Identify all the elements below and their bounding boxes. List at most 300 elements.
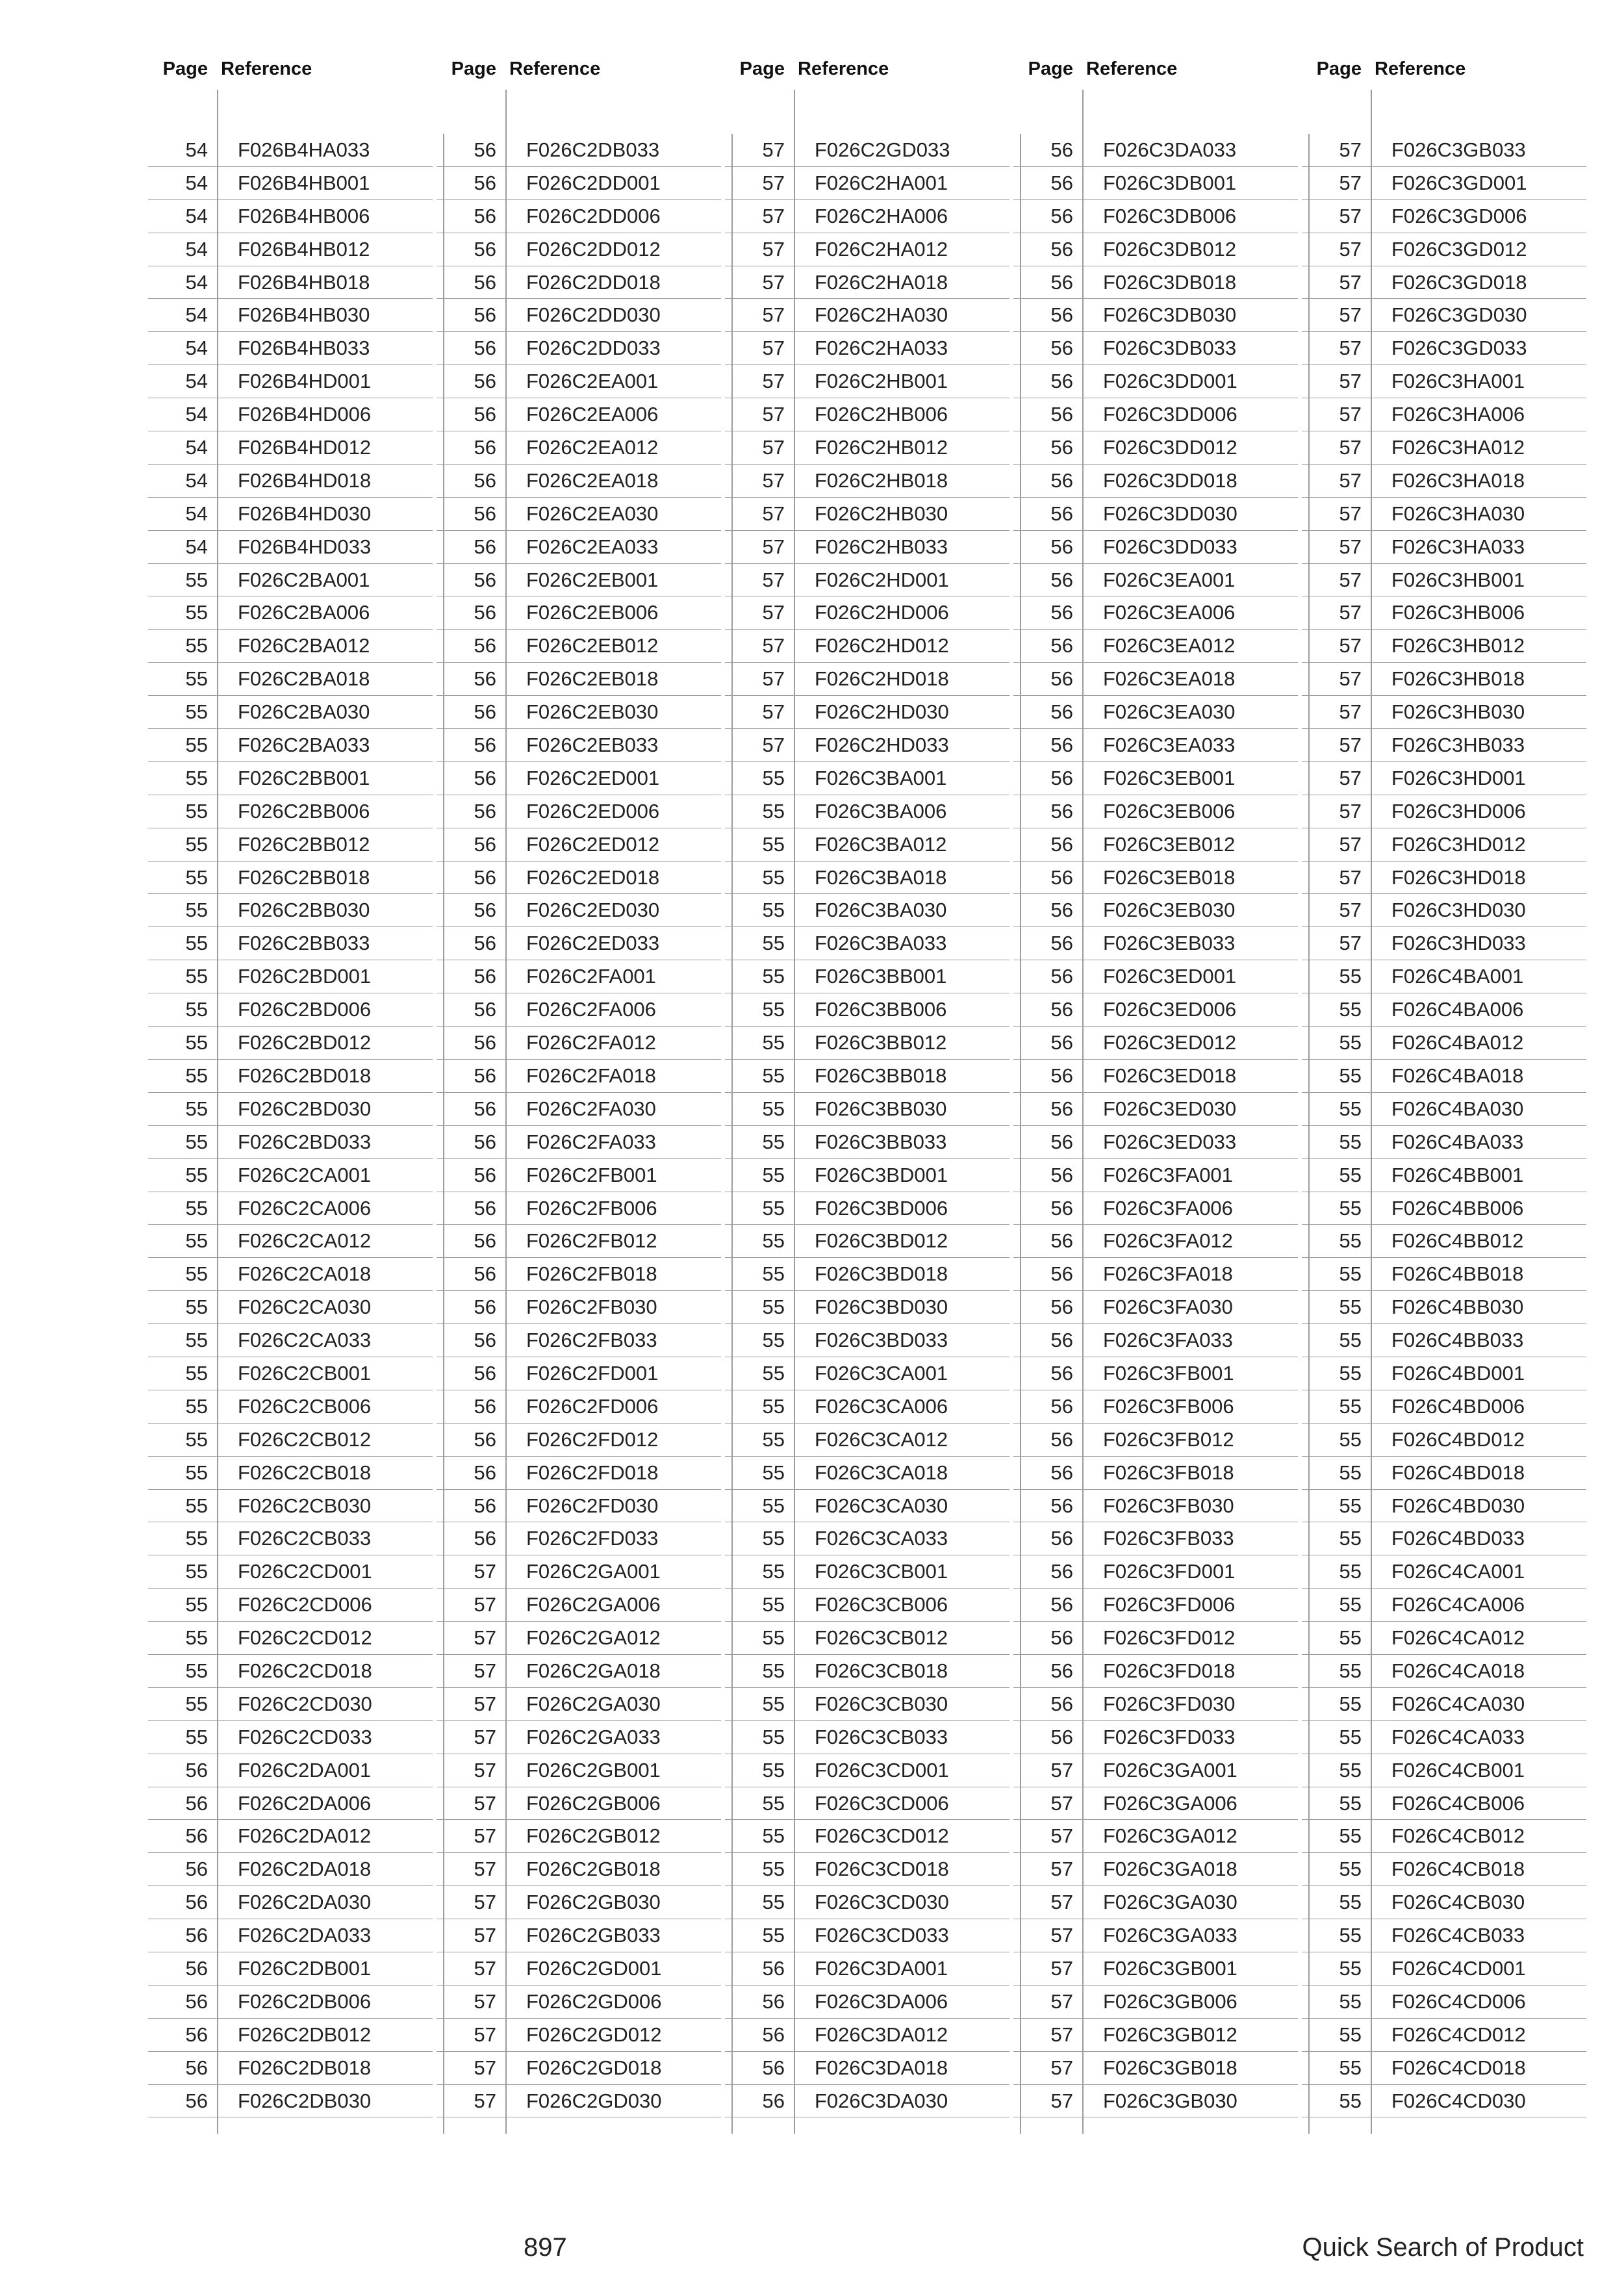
table-row [1013,1886,1298,1919]
table-row [437,1126,721,1159]
reference-cell: F026C2ED018 [526,865,660,889]
reference-cell: F026C2FB001 [526,1163,657,1186]
page-number-cell: 55 [1339,1725,1362,1748]
page-number-cell: 56 [185,1758,208,1782]
reference-cell: F026C2HB018 [815,468,948,492]
reference-cell: F026C4BA006 [1391,998,1524,1021]
reference-cell: F026C3CB006 [815,1593,948,1616]
page-number-cell: 57 [474,1956,496,1980]
page-number-cell: 56 [474,1527,496,1550]
page-number-cell: 55 [762,1659,785,1682]
reference-cell: F026C2HD012 [815,634,949,658]
table-row [437,1555,721,1589]
page-number-cell: 55 [185,1427,208,1451]
reference-cell: F026C3CA030 [815,1494,948,1517]
reference-cell: F026C3BA001 [815,766,947,789]
table-row [725,299,1009,332]
table-row [148,630,433,663]
reference-cell: F026C2GA001 [526,1560,661,1583]
page-number-cell: 55 [762,1130,785,1153]
table-row [1013,729,1298,762]
reference-cell: F026C2CA030 [238,1296,372,1319]
reference-cell: F026C2FB012 [526,1229,657,1253]
table-row [148,1589,433,1622]
table-row [437,894,721,927]
reference-cell: F026C3EA018 [1103,667,1236,691]
table-row [1013,1093,1298,1126]
table-row [725,200,1009,233]
reference-cell: F026C3GB033 [1391,138,1526,161]
table-row [1302,795,1586,828]
reference-cell: F026B4HD033 [238,535,372,558]
reference-cell: F026C2DB012 [238,2023,372,2046]
reference-cell: F026C3CB012 [815,1626,948,1650]
reference-cell: F026C3GB012 [1103,2023,1237,2046]
table-row [1013,498,1298,531]
page-number-cell: 57 [474,1659,496,1682]
page-number-cell: 56 [1050,535,1073,558]
reference-cell: F026C2CD006 [238,1593,372,1616]
table-row [148,1986,433,2019]
table-row [725,894,1009,927]
page-number-cell: 55 [762,1924,785,1947]
table-row [1302,729,1586,762]
reference-cell: F026C2DB033 [526,138,660,161]
reference-cell: F026C2GD006 [526,1989,662,2013]
page-number-cell: 55 [1339,1891,1362,1914]
table-row [148,200,433,233]
page-number-cell: 56 [474,171,496,194]
table-row [725,1258,1009,1291]
table-row [1302,1886,1586,1919]
table-row [1302,1159,1586,1192]
table-row [725,1225,1009,1258]
reference-cell: F026C4CA012 [1391,1626,1525,1650]
page-number-cell: 56 [1050,667,1073,691]
table-row [437,862,721,895]
page-number-cell: 55 [185,1130,208,1153]
page-number-cell: 55 [185,865,208,889]
table-row [1302,1060,1586,1093]
reference-cell: F026B4HB030 [238,303,370,327]
reference-cell: F026C2BA006 [238,601,370,624]
reference-cell: F026C2HD033 [815,734,949,757]
reference-cell: F026C2BB030 [238,899,370,922]
reference-cell: F026C2CA012 [238,1229,372,1253]
reference-cell: F026C3DA033 [1103,138,1237,161]
reference-cell: F026C3BD018 [815,1262,948,1286]
reference-cell: F026C4BD001 [1391,1361,1525,1385]
reference-cell: F026C4CD018 [1391,2056,1526,2079]
reference-cell: F026C2DD012 [526,237,661,261]
page-number-cell: 56 [474,1163,496,1186]
page-number-cell: 55 [1339,1097,1362,1120]
page-number-cell: 56 [1050,1329,1073,1352]
reference-cell: F026C2GB033 [526,1924,661,1947]
table-row [725,1853,1009,1886]
page-number-cell: 56 [1050,1229,1073,1253]
reference-cell: F026C3BB018 [815,1064,947,1087]
page-number-cell: 55 [762,1560,785,1583]
reference-cell: F026C3DB018 [1103,270,1237,294]
table-row [725,564,1009,597]
page-number-cell: 55 [1339,1031,1362,1054]
reference-cell: F026C2EB018 [526,667,659,691]
page-number-cell: 57 [1339,303,1362,327]
reference-cell: F026C2DA006 [238,1791,372,1815]
reference-cell: F026C4BA012 [1391,1031,1524,1054]
table-row [148,1291,433,1324]
page-number-cell: 57 [1339,568,1362,591]
reference-cell: F026C3HD012 [1391,832,1526,856]
table-row [725,2052,1009,2085]
table-row [1013,663,1298,696]
table-row [1302,663,1586,696]
page-number-cell: 56 [474,1031,496,1054]
table-row [148,894,433,927]
page-number-cell: 56 [1050,270,1073,294]
page-number-cell: 57 [1050,1956,1073,1980]
table-row [437,729,721,762]
page-number-cell: 56 [474,1097,496,1120]
page-number-cell: 56 [474,965,496,988]
reference-cell: F026C3CD012 [815,1824,949,1848]
reference-cell: F026C3HB018 [1391,667,1525,691]
table-row [148,696,433,729]
reference-cell: F026C3HD001 [1391,766,1526,789]
table-row [1302,1490,1586,1523]
page-number-cell: 56 [1050,436,1073,459]
page-number-cell: 56 [1050,1659,1073,1682]
reference-cell: F026C3EB018 [1103,865,1236,889]
reference-column-2 [437,134,721,2117]
table-row [725,332,1009,365]
table-row [725,762,1009,795]
table-row [148,1390,433,1424]
table-row [725,1324,1009,1357]
page-number-cell: 56 [474,436,496,459]
page-number-cell: 54 [185,270,208,294]
reference-cell: F026C3BB006 [815,998,947,1021]
reference-cell: F026C2EB033 [526,734,659,757]
page-number-cell: 55 [762,965,785,988]
page-number-cell: 57 [1050,1791,1073,1815]
page-number-cell: 56 [474,700,496,724]
reference-cell: F026C2DA033 [238,1924,372,1947]
table-row [437,1093,721,1126]
page-number-cell: 56 [1050,1692,1073,1715]
page-number-cell: 56 [1050,568,1073,591]
table-row [148,596,433,630]
page-number-cell: 54 [185,502,208,525]
reference-cell: F026C2DB001 [238,1956,372,1980]
page-number-cell: 55 [762,1626,785,1650]
reference-cell: F026C2BD006 [238,998,372,1021]
table-row [437,1357,721,1390]
reference-cell: F026C3FD033 [1103,1725,1236,1748]
table-row [1013,630,1298,663]
table-row [437,1655,721,1688]
table-row [1302,1820,1586,1853]
reference-cell: F026C4BA018 [1391,1064,1524,1087]
table-row [437,1721,721,1754]
table-row [148,1919,433,1952]
reference-cell: F026C2BD018 [238,1064,372,1087]
table-row [1302,299,1586,332]
table-row [1302,1622,1586,1655]
reference-cell: F026C4CB018 [1391,1858,1525,1881]
page-number-cell: 55 [185,832,208,856]
page-number-cell: 56 [1050,832,1073,856]
table-row [725,1126,1009,1159]
page-number-cell: 55 [185,1163,208,1186]
table-row [1302,894,1586,927]
page-number-cell: 55 [1339,1262,1362,1286]
table-row [148,1357,433,1390]
table-row [725,398,1009,431]
reference-cell: F026C3BB030 [815,1097,947,1120]
page-number-cell: 55 [185,1659,208,1682]
page-number-cell: 57 [474,1626,496,1650]
page-number-cell: 57 [762,403,785,426]
reference-cell: F026C3BD012 [815,1229,948,1253]
page-number-cell: 55 [185,899,208,922]
table-row [725,1424,1009,1457]
table-row [1013,465,1298,498]
page-number-cell: 55 [185,1725,208,1748]
table-row [148,1820,433,1853]
table-row [1302,498,1586,531]
reference-cell: F026C2GB001 [526,1758,661,1782]
reference-cell: F026C2CA018 [238,1262,372,1286]
table-row [148,828,433,862]
reference-cell: F026C2GD001 [526,1956,662,1980]
page-number-cell: 57 [1050,1758,1073,1782]
page-number-cell: 57 [1050,2089,1073,2112]
page-number-cell: 55 [1339,1296,1362,1319]
table-row [437,200,721,233]
page-number-cell: 55 [185,965,208,988]
reference-column-5 [1302,134,1586,2117]
table-row [1302,332,1586,365]
reference-cell: F026C3EA030 [1103,700,1236,724]
reference-cell: F026C3EB030 [1103,899,1236,922]
table-row [148,2052,433,2085]
reference-cell: F026C3DD012 [1103,436,1237,459]
reference-cell: F026C3BB001 [815,965,947,988]
table-row [725,1357,1009,1390]
page-number-cell: 56 [1050,303,1073,327]
table-row [725,1291,1009,1324]
reference-cell: F026B4HB018 [238,270,370,294]
reference-cell: F026C3CD001 [815,1758,949,1782]
reference-cell: F026C2CA006 [238,1196,372,1220]
reference-cell: F026C2FB033 [526,1329,657,1352]
page-number-cell: 55 [1339,1692,1362,1715]
reference-cell: F026C2CB030 [238,1494,372,1517]
reference-cell: F026C4BD012 [1391,1427,1525,1451]
page-number-cell: 55 [185,634,208,658]
page-number-cell: 55 [1339,1924,1362,1947]
reference-cell: F026C3BA012 [815,832,947,856]
page-number-cell: 56 [474,1461,496,1484]
table-row [725,1886,1009,1919]
table-row [1013,531,1298,564]
page-number-cell: 55 [185,1097,208,1120]
table-row [725,795,1009,828]
page-number-cell: 55 [185,568,208,591]
page-number-cell: 57 [1050,1989,1073,2013]
reference-cell: F026C3DA006 [815,1989,948,2013]
reference-cell: F026C3GB001 [1103,1956,1237,1980]
page-number-cell: 56 [474,1130,496,1153]
table-row [1013,2052,1298,2085]
table-row [1302,630,1586,663]
page-number-cell: 57 [1339,502,1362,525]
page-number-cell: 56 [1050,766,1073,789]
reference-cell: F026C3GD030 [1391,303,1527,327]
page-number-cell: 57 [1050,1924,1073,1947]
page-number-cell: 55 [1339,2023,1362,2046]
page-number-cell: 56 [1050,1394,1073,1418]
reference-cell: F026C2BA001 [238,568,370,591]
reference-cell: F026C4CB012 [1391,1824,1525,1848]
reference-cell: F026C2DA001 [238,1758,372,1782]
table-row [148,531,433,564]
page-number-cell: 56 [474,601,496,624]
page-number-cell: 55 [185,667,208,691]
reference-cell: F026C2HA001 [815,171,948,194]
reference-cell: F026C3DD018 [1103,468,1237,492]
table-row [437,1952,721,1986]
page-number-cell: 56 [185,1989,208,2013]
reference-cell: F026C2FD001 [526,1361,659,1385]
page-number-cell: 57 [762,734,785,757]
page-number-cell: 57 [474,1593,496,1616]
reference-cell: F026B4HB033 [238,337,370,360]
reference-cell: F026C3CD006 [815,1791,949,1815]
table-row [725,1787,1009,1820]
reference-cell: F026C2GA006 [526,1593,661,1616]
reference-cell: F026C2HA006 [815,204,948,227]
page-number-cell: 55 [762,1394,785,1418]
table-row [1302,1522,1586,1555]
page-number-cell: 56 [1050,799,1073,823]
table-row [437,531,721,564]
table-row [1013,1291,1298,1324]
table-row [1302,1952,1586,1986]
page-number-cell: 55 [185,1329,208,1352]
table-row [148,1787,433,1820]
page-number-cell: 56 [1050,932,1073,955]
reference-cell: F026C2ED001 [526,766,660,789]
reference-cell: F026C2FD006 [526,1394,659,1418]
table-row [437,1225,721,1258]
table-row [148,2085,433,2118]
table-row [725,729,1009,762]
table-row [1302,1126,1586,1159]
table-row [148,762,433,795]
page-number-cell: 55 [185,1196,208,1220]
table-row [725,1820,1009,1853]
reference-cell: F026B4HD001 [238,370,372,393]
table-row [148,795,433,828]
table-row [1302,762,1586,795]
reference-cell: F026C3BA018 [815,865,947,889]
page-number-cell: 57 [762,568,785,591]
table-row [437,1820,721,1853]
table-row [148,1192,433,1225]
reference-cell: F026C4CD030 [1391,2089,1526,2112]
page-number-cell: 55 [1339,1626,1362,1650]
page-number-cell: 57 [1339,799,1362,823]
reference-cell: F026C3DA001 [815,1956,948,1980]
reference-cell: F026C2FB030 [526,1296,657,1319]
table-row [437,1522,721,1555]
page-number-cell: 56 [474,337,496,360]
table-row [148,960,433,993]
reference-cell: F026C2BB033 [238,932,370,955]
page-number-cell: 55 [762,1064,785,1087]
page-number-cell: 56 [474,1361,496,1385]
table-row [1302,828,1586,862]
reference-cell: F026C3GA033 [1103,1924,1237,1947]
page-number-cell: 57 [1339,138,1362,161]
reference-cell: F026C4CD006 [1391,1989,1526,2013]
page-number-cell: 55 [1339,1130,1362,1153]
page-number-cell: 55 [1339,1461,1362,1484]
page-number-cell: 56 [474,634,496,658]
table-row [725,1919,1009,1952]
page-number-cell: 57 [762,667,785,691]
reference-cell: F026C2GA018 [526,1659,661,1682]
reference-cell: F026C2BD012 [238,1031,372,1054]
page-number-cell: 57 [474,1692,496,1715]
page-number-cell: 55 [185,1064,208,1087]
table-row [1013,200,1298,233]
page-number-cell: 56 [474,403,496,426]
table-row [1302,596,1586,630]
reference-column-1 [148,134,433,2117]
reference-cell: F026C3EA033 [1103,734,1236,757]
table-row [725,1490,1009,1523]
page-number-cell: 56 [1050,1461,1073,1484]
reference-cell: F026C2DB030 [238,2089,372,2112]
reference-cell: F026C3FA001 [1103,1163,1233,1186]
reference-cell: F026C4CB033 [1391,1924,1525,1947]
table-row [1013,1986,1298,2019]
reference-cell: F026C3FA033 [1103,1329,1233,1352]
table-row [1013,1522,1298,1555]
page-number-cell: 55 [1339,1427,1362,1451]
page-number-cell: 56 [474,303,496,327]
table-row [1302,1390,1586,1424]
table-row [1013,365,1298,398]
page-number-cell: 56 [474,1064,496,1087]
table-row [1013,1919,1298,1952]
reference-cell: F026C3DB006 [1103,204,1237,227]
table-row [725,663,1009,696]
table-row [148,1754,433,1787]
reference-cell: F026C3FD012 [1103,1626,1236,1650]
reference-cell: F026C3HB001 [1391,568,1525,591]
header-page-col1: Page [162,58,208,79]
table-row [725,1457,1009,1490]
table-row [725,233,1009,266]
reference-cell: F026C4BD018 [1391,1461,1525,1484]
page-number-cell: 56 [1050,634,1073,658]
table-row [1013,299,1298,332]
